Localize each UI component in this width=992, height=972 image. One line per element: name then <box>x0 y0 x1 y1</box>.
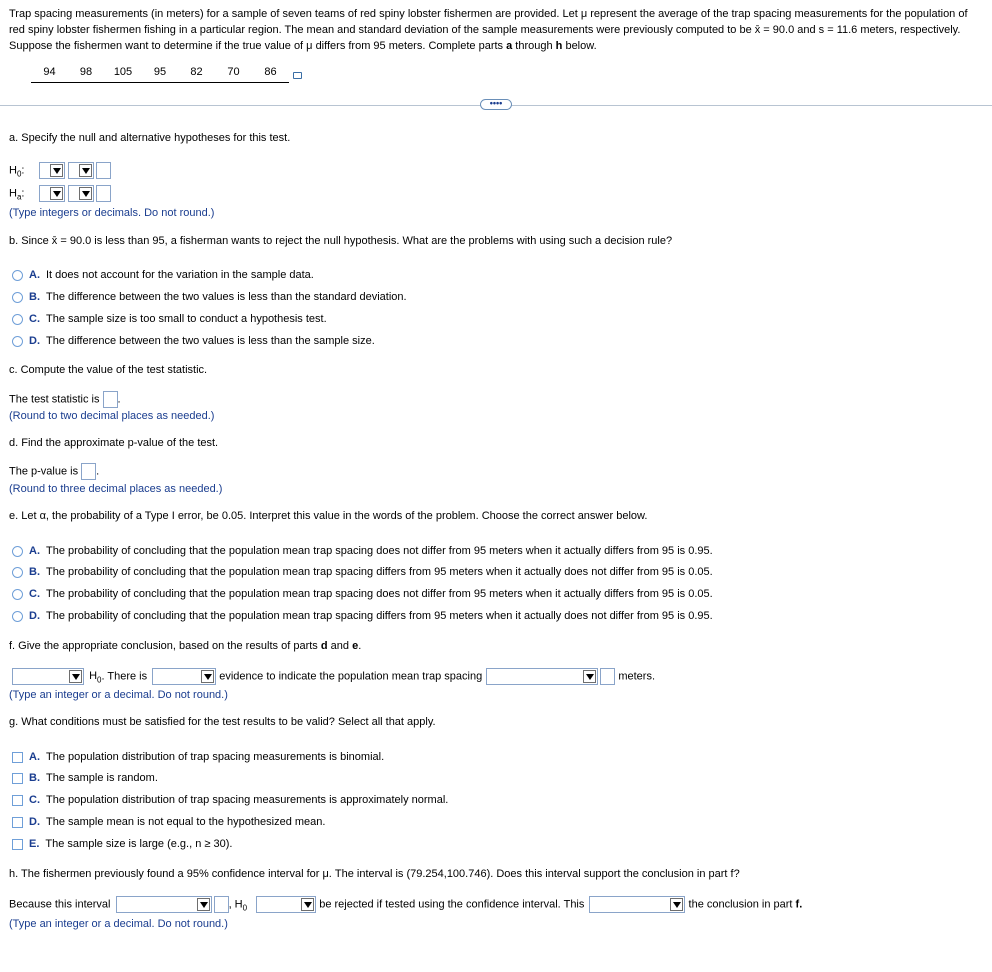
chevron-down-icon <box>69 670 82 683</box>
part-h-question: h. The fishermen previously found a 95% confidence interval for μ. The interval is (79.254,100.746). Does this interval support the conclusion in part f? <box>9 868 740 880</box>
chevron-down-icon <box>79 164 92 177</box>
interval-value-input[interactable] <box>214 896 229 913</box>
option-text: The difference between the two values is less than the sample size. <box>46 335 375 347</box>
option-text: The probability of concluding that the population mean trap spacing does not differ from 95 meters when it actually differs from 95 is 0.95. <box>46 545 713 557</box>
chevron-down-icon <box>197 898 210 911</box>
option-text: The sample mean is not equal to the hypothesized mean. <box>46 816 326 828</box>
part-d-hint: (Round to three decimal places as needed.) <box>9 483 223 495</box>
data-value: 82 <box>190 66 203 78</box>
copy-icon <box>293 72 302 79</box>
part-c-question: c. Compute the value of the test statistic. <box>9 364 208 376</box>
period: . <box>96 465 100 478</box>
option-text: The sample size is too small to conduct a hypothesis test. <box>46 313 327 325</box>
part-c-hint: (Round to two decimal places as needed.) <box>9 410 215 422</box>
ha-label: H <box>9 187 17 200</box>
option-text: The probability of concluding that the population mean trap spacing differs from 95 meters when it actually does not differ from 95 is 0.95. <box>46 610 713 622</box>
chevron-down-icon <box>50 164 63 177</box>
chevron-down-icon <box>50 187 63 200</box>
data-value: 105 <box>113 66 133 78</box>
h0-colon: : <box>21 164 25 177</box>
checkbox[interactable] <box>12 817 23 828</box>
alternative-hypothesis-row <box>9 185 111 202</box>
h0-subscript: 0 <box>242 903 248 913</box>
option-letter: A. <box>29 751 40 763</box>
option-letter: B. <box>29 566 40 578</box>
evidence-text: evidence to indicate the population mean trap spacing <box>219 670 483 683</box>
part-f-ref-e: e <box>352 640 359 652</box>
option-text: The sample size is large (e.g., n ≥ 30). <box>45 838 233 850</box>
option-letter: E. <box>29 838 40 850</box>
radio-button[interactable] <box>12 546 23 557</box>
part-b-option-b[interactable] <box>12 291 407 303</box>
part-f-question <box>9 640 361 652</box>
option-text: The population distribution of trap spacing measurements is binomial. <box>46 751 385 763</box>
option-letter: B. <box>29 772 40 784</box>
chevron-down-icon <box>79 187 92 200</box>
intro-below: below. <box>562 40 597 52</box>
part-a-question: a. Specify the null and alternative hypotheses for this test. <box>9 132 291 144</box>
reject-decision-dropdown[interactable] <box>12 668 84 685</box>
copy-data-button[interactable] <box>289 69 302 81</box>
part-g-option-e[interactable] <box>12 838 232 850</box>
h0-value-input[interactable] <box>96 162 111 179</box>
part-f-question-text: f. Give the appropriate conclusion, based on the results of parts <box>9 640 321 652</box>
data-value: 98 <box>79 66 93 78</box>
part-e-option-b[interactable] <box>12 566 713 578</box>
part-a-hint: (Type integers or decimals. Do not round.) <box>9 207 215 219</box>
interval-contains-dropdown[interactable] <box>116 896 212 913</box>
p-value-input[interactable] <box>81 463 96 480</box>
test-statistic-label: The test statistic is <box>9 393 100 406</box>
h0-subscript: 0 <box>16 169 22 179</box>
test-statistic-input[interactable] <box>103 391 118 408</box>
option-letter: C. <box>29 313 40 325</box>
part-f-hint: (Type an integer or a decimal. Do not round.) <box>9 689 228 701</box>
checkbox[interactable] <box>12 839 23 850</box>
radio-button[interactable] <box>12 314 23 325</box>
part-b-option-d[interactable] <box>12 335 375 347</box>
part-g-option-d[interactable] <box>12 816 325 828</box>
data-value: 86 <box>264 66 277 78</box>
intro-through: through <box>512 40 556 52</box>
option-text: The population distribution of trap spacing measurements is approximately normal. <box>46 794 449 806</box>
part-g-question: g. What conditions must be satisfied for the test results to be valid? Select all that apply. <box>9 716 436 728</box>
option-letter: A. <box>29 545 40 557</box>
h0-operator-dropdown[interactable] <box>68 162 94 179</box>
checkbox[interactable] <box>12 752 23 763</box>
part-h-hint: (Type an integer or a decimal. Do not round.) <box>9 918 228 930</box>
expand-button[interactable]: •••• <box>480 99 512 110</box>
h0-subscript: 0 <box>97 675 102 685</box>
option-text: The probability of concluding that the population mean trap spacing differs from 95 meters when it actually does not differ from 95 is 0.05. <box>46 566 713 578</box>
meters-text: meters. <box>618 670 656 683</box>
part-f-ref: f. <box>795 898 803 911</box>
intro-text: Trap spacing measurements (in meters) for a sample of seven teams of red spiny lobster fishermen are provided. Let μ represent the average of the trap spacing measurements for the population of red spiny lobster fishermen fishing in a particular region. The mean and standard deviation of the sample measurements were previously computed to be x̄ = 90.0 and s = 11.6 meters, respectively. Suppose the fishermen want to determine if the true value of μ differs from 95 meters. Complete parts <box>9 8 968 52</box>
part-e-option-a[interactable] <box>12 545 713 557</box>
period: . <box>117 393 121 406</box>
option-letter: D. <box>29 335 40 347</box>
chevron-down-icon <box>301 898 314 911</box>
checkbox[interactable] <box>12 795 23 806</box>
data-table <box>31 66 289 83</box>
radio-button[interactable] <box>12 270 23 281</box>
confidence-interval-row <box>9 896 802 913</box>
part-e-option-c[interactable] <box>12 588 713 600</box>
ha-subscript: a <box>16 192 22 202</box>
part-e-option-d[interactable] <box>12 610 713 622</box>
intro-part-a: a <box>506 40 513 52</box>
be-rejected-text: be rejected if tested using the confidence interval. This <box>319 898 585 911</box>
option-letter: C. <box>29 588 40 600</box>
h0-parameter-dropdown[interactable] <box>39 162 65 179</box>
part-b-option-c[interactable] <box>12 313 327 325</box>
option-text: It does not account for the variation in the sample data. <box>46 269 314 281</box>
h0-label: H <box>89 670 98 683</box>
data-value: 70 <box>227 66 240 78</box>
chevron-down-icon <box>201 670 214 683</box>
intro-part-h: h <box>555 40 563 52</box>
p-value-label: The p-value is <box>9 465 79 478</box>
option-letter: D. <box>29 610 40 622</box>
part-f-question-suffix: . <box>358 640 362 652</box>
option-letter: B. <box>29 291 40 303</box>
part-f-ref-d: d <box>320 640 328 652</box>
data-value: 95 <box>153 66 167 78</box>
conclusion-text: the conclusion in part <box>688 898 793 911</box>
radio-button[interactable] <box>12 567 23 578</box>
part-e-question: e. Let α, the probability of a Type I error, be 0.05. Interpret this value in the words of the problem. Choose the correct answer below. <box>9 510 648 522</box>
option-letter: C. <box>29 794 40 806</box>
ha-colon: : <box>21 187 25 200</box>
ha-value-input[interactable] <box>96 185 111 202</box>
problem-statement <box>9 6 984 54</box>
ha-parameter-dropdown[interactable] <box>39 185 65 202</box>
conclusion-row <box>12 668 655 685</box>
conclusion-value-input[interactable] <box>600 668 615 685</box>
support-dropdown[interactable] <box>589 896 685 913</box>
test-statistic-row <box>9 391 121 408</box>
ha-operator-dropdown[interactable] <box>68 185 94 202</box>
because-text: Because this interval <box>9 898 111 911</box>
checkbox[interactable] <box>12 773 23 784</box>
option-letter: D. <box>29 816 40 828</box>
population-mean-dropdown[interactable] <box>486 668 598 685</box>
radio-button[interactable] <box>12 292 23 303</box>
radio-button[interactable] <box>12 611 23 622</box>
part-d-question: d. Find the approximate p-value of the test. <box>9 437 219 449</box>
option-text: The sample is random. <box>46 772 158 784</box>
h0-label: H <box>9 164 17 177</box>
part-b-option-a[interactable] <box>12 269 314 281</box>
option-text: The probability of concluding that the population mean trap spacing does not differ from 95 meters when it actually differs from 95 is 0.05. <box>46 588 713 600</box>
part-b-question: b. Since x̄ = 90.0 is less than 95, a fisherman wants to reject the null hypothesis. What are the problems with using such a decision rule? <box>9 235 673 247</box>
evidence-dropdown[interactable] <box>152 668 216 685</box>
part-g-option-c[interactable] <box>12 794 448 806</box>
chevron-down-icon <box>670 898 683 911</box>
part-f-and: and <box>327 640 353 652</box>
part-g-option-b[interactable] <box>12 772 158 784</box>
part-g-option-a[interactable] <box>12 751 384 763</box>
p-value-row <box>9 463 99 480</box>
would-dropdown[interactable] <box>256 896 316 913</box>
chevron-down-icon <box>583 670 596 683</box>
radio-button[interactable] <box>12 336 23 347</box>
h0-label: , H <box>228 898 243 911</box>
null-hypothesis-row <box>9 162 111 179</box>
option-letter: A. <box>29 269 40 281</box>
there-is-text: . There is <box>101 670 148 683</box>
data-value: 94 <box>43 66 56 78</box>
option-text: The difference between the two values is less than the standard deviation. <box>46 291 407 303</box>
radio-button[interactable] <box>12 589 23 600</box>
